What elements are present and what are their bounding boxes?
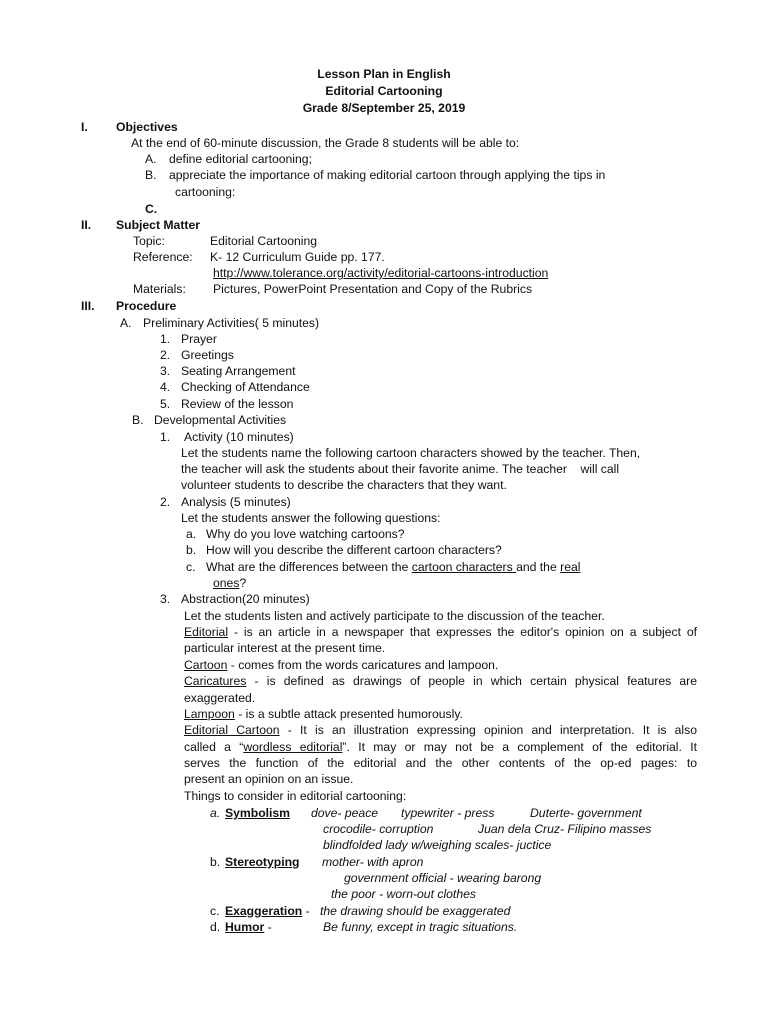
list-letter: A.: [120, 316, 132, 330]
list-item: Review of the lesson: [181, 397, 294, 411]
tip-example: mother- with apron: [322, 855, 424, 869]
developmental-heading: Developmental Activities: [154, 413, 287, 427]
tip-example: crocodile- corruption: [323, 822, 434, 836]
topic-label: Topic:: [133, 234, 165, 248]
list-number: 3.: [160, 364, 171, 378]
materials-label: Materials:: [133, 282, 186, 296]
section-numeral: I.: [81, 120, 88, 134]
list-number: 3.: [160, 592, 171, 606]
list-item: Checking of Attendance: [181, 380, 310, 394]
definition-text: - is defined as drawings of people in which certain physical features are: [254, 674, 698, 688]
question-c: [206, 559, 580, 575]
definition-caricatures-cont: exaggerated.: [184, 691, 256, 705]
question-c-term: real: [560, 560, 581, 574]
definition-editorial-cartoon: [184, 722, 697, 738]
tip-exaggeration: [225, 903, 310, 919]
preliminary-heading: Preliminary Activities( 5 minutes): [143, 316, 320, 330]
question-c-term: ones: [213, 576, 240, 590]
tip-dash: -: [264, 920, 272, 934]
reference-label: Reference:: [133, 250, 193, 264]
question-c-text: What are the differences between the: [206, 560, 412, 574]
tip-example: dove- peace: [311, 806, 379, 820]
abstraction-intro: Let the students listen and actively participate to the discussion of the teacher.: [184, 609, 605, 623]
reference-value: K- 12 Curriculum Guide pp. 177.: [210, 250, 385, 264]
question-c-term: cartoon characters: [411, 560, 517, 574]
definition-text: - It is an illustration expressing opinion and interpretation. It is also: [287, 723, 698, 737]
list-number: 1.: [160, 430, 171, 444]
tip-term-exaggeration: Exaggeration: [225, 904, 303, 918]
definition-term: Editorial: [184, 625, 229, 639]
section-numeral: II.: [81, 218, 92, 232]
analysis-heading: Analysis (5 minutes): [181, 495, 291, 509]
question-b: How will you describe the different cartoon characters?: [206, 543, 502, 557]
tip-example: typewriter - press: [401, 806, 495, 820]
definition-text: - comes from the words caricatures and lampoon.: [227, 658, 499, 672]
tip-example: the poor - worn-out clothes: [331, 887, 476, 901]
list-letter: b.: [210, 855, 221, 869]
section-heading-procedure: Procedure: [116, 299, 177, 313]
tip-example: Juan dela Cruz- Filipino masses: [478, 822, 652, 836]
list-number: 4.: [160, 380, 171, 394]
tip-example: blindfolded lady w/weighing scales- juctice: [323, 838, 552, 852]
definition-term: wordless editorial: [243, 740, 343, 754]
tip-dash: -: [302, 904, 310, 918]
list-item: Greetings: [181, 348, 234, 362]
list-item: Prayer: [181, 332, 217, 346]
list-letter: C.: [145, 202, 158, 216]
objectives-intro: At the end of 60-minute discussion, the Grade 8 students will be able to:: [131, 136, 520, 150]
section-heading-objectives: Objectives: [116, 120, 178, 134]
tip-example: Be funny, except in tragic situations.: [323, 920, 518, 934]
list-item: Seating Arrangement: [181, 364, 296, 378]
question-c-text: ?: [239, 576, 247, 590]
tip-example: government official - wearing barong: [344, 871, 542, 885]
tip-example: Duterte- government: [530, 806, 642, 820]
section-numeral: III.: [81, 299, 95, 313]
list-letter: b.: [186, 543, 197, 557]
activity-text: Let the students name the following cartoon characters showed by the teacher. Then,: [181, 446, 641, 460]
definition-editorial-cartoon-cont: present an opinion on an issue.: [184, 772, 354, 786]
definition-cartoon: [184, 657, 498, 673]
tip-term-humor: Humor: [225, 920, 265, 934]
topic-value: Editorial Cartooning: [210, 234, 318, 248]
definition-editorial-cartoon-cont: serves the function of the editorial and the other contents of the op-ed pages: to: [184, 756, 697, 770]
reference-link[interactable]: http://www.tolerance.org/activity/editorial-cartoons-introduction: [213, 266, 549, 280]
objective-b: appreciate the importance of making editorial cartoon through applying the tips in: [169, 168, 606, 182]
materials-value: Pictures, PowerPoint Presentation and Copy of the Rubrics: [213, 282, 533, 296]
list-letter: c.: [210, 904, 220, 918]
definition-term: Lampoon: [184, 707, 235, 721]
list-letter: B.: [132, 413, 144, 427]
tip-term-symbolism: Symbolism: [225, 806, 291, 820]
activity-text: volunteer students to describe the characters that they want.: [181, 478, 507, 492]
list-number: 2.: [160, 495, 171, 509]
list-number: 2.: [160, 348, 171, 362]
list-letter: d.: [210, 920, 221, 934]
doc-date-line: Grade 8/September 25, 2019: [302, 101, 466, 115]
list-number: 1.: [160, 332, 171, 346]
definition-text: ”. It may or may not be a complement of the editorial. It: [342, 740, 697, 754]
definition-editorial: [184, 624, 697, 640]
activity-text: the teacher will ask the students about their favorite anime. The teacher will call: [181, 462, 620, 476]
tip-example: the drawing should be exaggerated: [320, 904, 511, 918]
doc-title: Lesson Plan in English: [317, 67, 451, 81]
analysis-intro: Let the students answer the following questions:: [181, 511, 441, 525]
objective-a: define editorial cartooning;: [169, 152, 312, 166]
definition-term: Editorial Cartoon: [184, 723, 280, 737]
list-letter: A.: [145, 152, 157, 166]
section-heading-subject-matter: Subject Matter: [116, 218, 200, 232]
abstraction-heading: Abstraction(20 minutes): [181, 592, 310, 606]
definition-term: Cartoon: [184, 658, 228, 672]
definition-editorial-cont: particular interest at the present time.: [184, 641, 386, 655]
objective-b-cont: cartooning:: [175, 185, 236, 199]
question-a: Why do you love watching cartoons?: [206, 527, 405, 541]
tip-humor: [225, 919, 272, 935]
definition-text: - is a subtle attack presented humorously.: [234, 707, 463, 721]
tips-heading: Things to consider in editorial cartooning:: [184, 789, 407, 803]
list-letter: a.: [186, 527, 197, 541]
definition-caricatures: [184, 673, 697, 689]
doc-subtitle: Editorial Cartooning: [325, 84, 443, 98]
list-number: 5.: [160, 397, 171, 411]
definition-editorial-cartoon-cont: [184, 739, 697, 755]
list-letter: c.: [186, 560, 196, 574]
list-letter: a.: [210, 806, 221, 820]
definition-text: - is an article in a newspaper that expresses the editor's opinion on a subject of: [233, 625, 698, 639]
activity-heading: Activity (10 minutes): [184, 430, 294, 444]
tip-term-stereotyping: Stereotyping: [225, 855, 300, 869]
list-letter: B.: [145, 168, 157, 182]
question-c-cont: [213, 575, 246, 591]
definition-term: Caricatures: [184, 674, 247, 688]
definition-text: called a “: [184, 740, 244, 754]
question-c-text: and the: [516, 560, 561, 574]
definition-lampoon: [184, 706, 463, 722]
